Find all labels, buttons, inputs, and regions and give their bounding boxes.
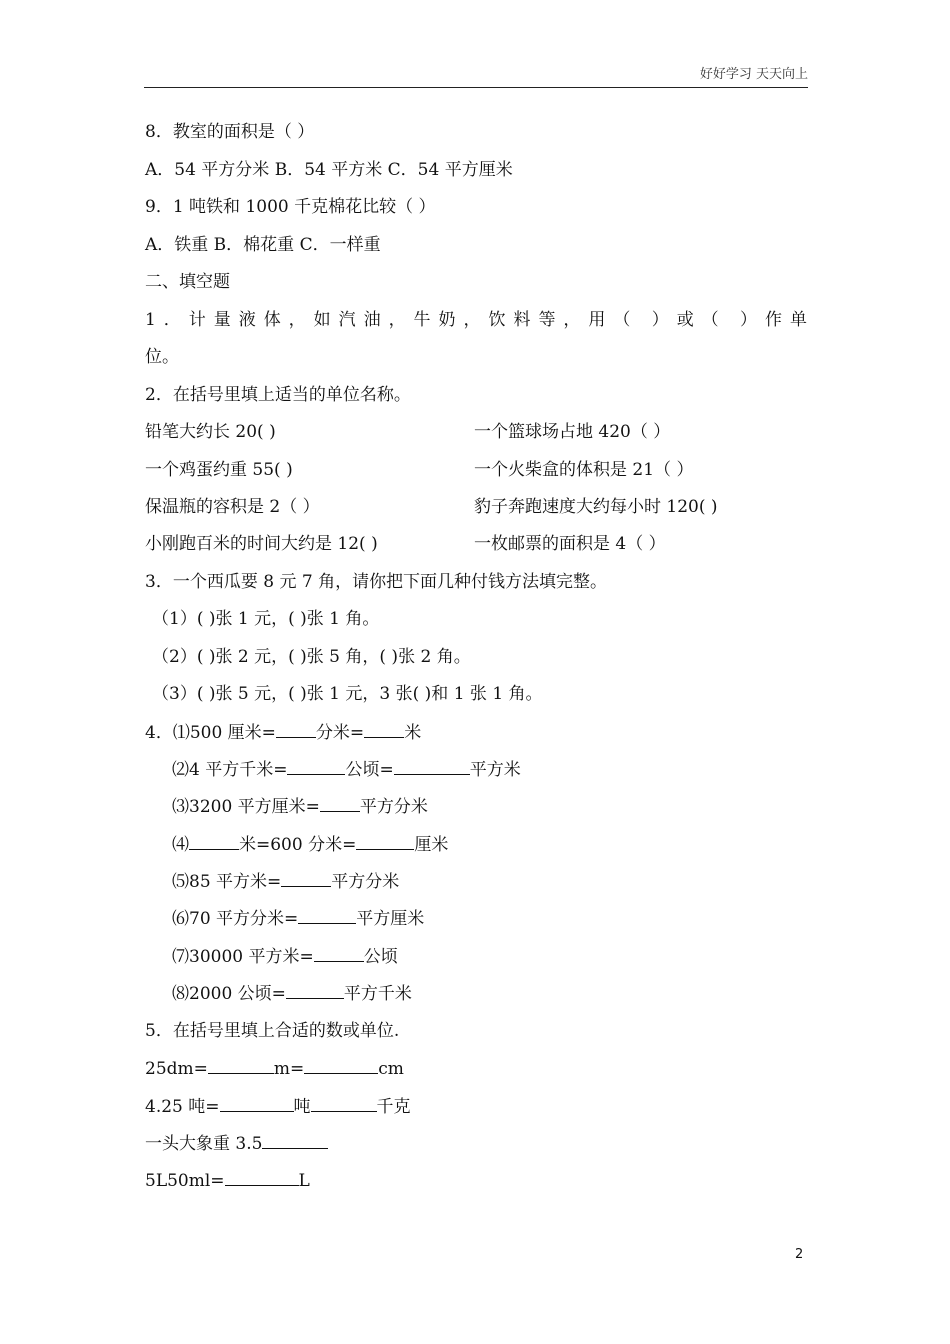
fill-question-3-title: 3．一个西瓜要 8 元 7 角，请你把下面几种付钱方法填完整。 <box>145 572 608 592</box>
answer-blank[interactable] <box>276 721 316 738</box>
conversion-item: ⑹70 平方分米= 平方厘米 <box>172 909 425 929</box>
answer-blank[interactable] <box>320 795 360 812</box>
conversion-item: 一头大象重 3.5 <box>145 1132 328 1155</box>
fill-question-1-cont: 位。 <box>145 347 179 367</box>
question-9: 9．1 吨铁和 1000 千克棉花比较（ ） <box>145 197 436 217</box>
answer-blank[interactable] <box>286 982 344 999</box>
answer-blank[interactable] <box>356 833 414 850</box>
payment-item: （3）( )张 5 元，( )张 1 元，3 张( )和 1 张 1 角。 <box>152 684 543 704</box>
unit-item: 保温瓶的容积是 2（ ） <box>145 497 320 517</box>
conversion-item: ⑵4 平方千米= 公顷= 平方米 <box>172 760 521 780</box>
question-9-options: A．铁重 B．棉花重 C．一样重 <box>145 235 381 255</box>
fill-question-1: 1．计量液体，如汽油，牛奶，饮料等，用（ ）或（ ）作单 <box>145 310 807 330</box>
question-number: 4． <box>145 723 173 743</box>
fill-question-5-title: 5．在括号里填上合适的数或单位. <box>145 1021 400 1041</box>
answer-blank[interactable] <box>225 1169 299 1186</box>
header-rule <box>144 87 808 88</box>
unit-item: 一个火柴盒的体积是 21（ ） <box>474 460 694 480</box>
answer-blank[interactable] <box>189 833 239 850</box>
conversion-item: 25dm= m= cm <box>145 1059 404 1079</box>
answer-blank[interactable] <box>394 758 470 775</box>
conversion-item: 5L50ml= L <box>145 1171 310 1191</box>
unit-item: 一个鸡蛋约重 55( ) <box>145 460 293 480</box>
conversion-item: ⑺30000 平方米= 公顷 <box>172 947 398 967</box>
page-number: 2 <box>795 1247 804 1262</box>
unit-item: 小刚跑百米的时间大约是 12( ) <box>145 534 378 554</box>
answer-blank[interactable] <box>262 1132 328 1149</box>
conversion-item: ⑶3200 平方厘米= 平方分米 <box>172 797 428 817</box>
conversion-item: ⑷ 米=600 分米= 厘米 <box>172 835 449 855</box>
unit-item: 一枚邮票的面积是 4（ ） <box>474 534 666 554</box>
conversion-item: ⑻2000 公顷= 平方千米 <box>172 984 412 1004</box>
payment-item: （1）( )张 1 元，( )张 1 角。 <box>152 609 380 629</box>
question-8-options: A．54 平方分米 B．54 平方米 C．54 平方厘米 <box>145 160 513 180</box>
question-8: 8．教室的面积是（ ） <box>145 122 315 142</box>
unit-item: 铅笔大约长 20( ) <box>145 422 276 442</box>
payment-item: （2）( )张 2 元，( )张 5 角，( )张 2 角。 <box>152 647 471 667</box>
conversion-item: 4．⑴500 厘米= 分米= 米 <box>145 723 422 743</box>
answer-blank[interactable] <box>364 721 404 738</box>
answer-blank[interactable] <box>208 1057 274 1074</box>
answer-blank[interactable] <box>304 1057 378 1074</box>
unit-item: 一个篮球场占地 420（ ） <box>474 422 671 442</box>
unit-item: 豹子奔跑速度大约每小时 120( ) <box>474 497 718 517</box>
answer-blank[interactable] <box>314 945 364 962</box>
answer-blank[interactable] <box>298 907 356 924</box>
answer-blank[interactable] <box>311 1095 377 1112</box>
answer-blank[interactable] <box>220 1095 294 1112</box>
conversion-item: 4.25 吨= 吨 千克 <box>145 1097 411 1117</box>
page-header: 好好学习 天天向上 <box>699 67 808 82</box>
answer-blank[interactable] <box>281 870 331 887</box>
fill-question-2-title: 2．在括号里填上适当的单位名称。 <box>145 385 411 405</box>
section-title: 二、填空题 <box>145 272 230 292</box>
conversion-item: ⑸85 平方米= 平方分米 <box>172 872 400 892</box>
answer-blank[interactable] <box>287 758 345 775</box>
